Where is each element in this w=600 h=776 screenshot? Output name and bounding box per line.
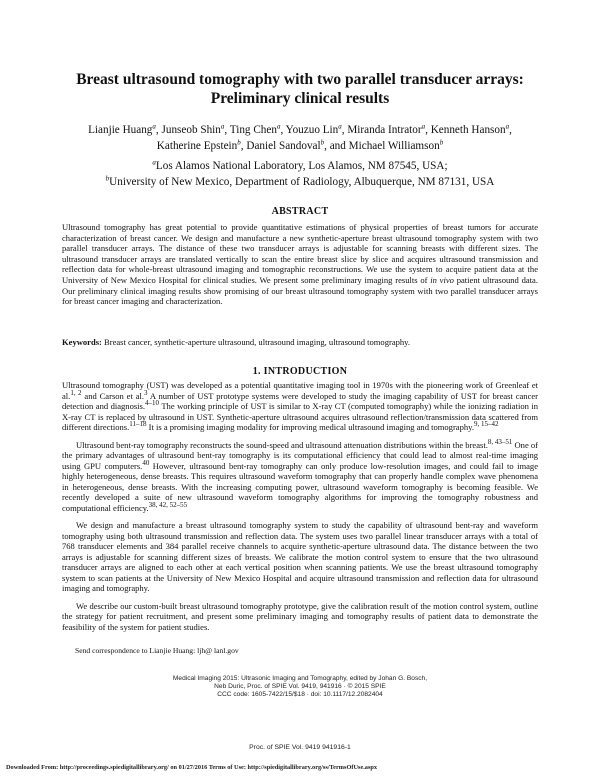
abstract-text — [62, 222, 538, 307]
citation-marker: 40 — [142, 458, 150, 467]
citation-marker: 4–10 — [145, 399, 160, 408]
correspondence-footnote: Send correspondence to Lianjie Huang: ljh@ lanl.gov — [75, 646, 239, 655]
affiliation-line — [40, 158, 560, 174]
paragraph-text: A number of UST prototype systems were developed to study the imaging capability of UST for breast cancer detection and diagnosis. — [62, 390, 539, 411]
affiliation-line — [40, 174, 560, 190]
author-separator: , and — [324, 140, 349, 152]
publication-line-3: CCC code: 1605-7422/15/$18 · doi: 10.1117/12.2082404 — [217, 691, 383, 699]
intro-paragraph-2 — [62, 437, 539, 514]
author-separator: , — [341, 124, 348, 136]
intro-paragraph-1 — [62, 380, 538, 433]
affiliation-text: University of New Mexico, Department of Radiology, Albuquerque, NM 87131, USA — [109, 176, 495, 188]
citation-marker: 11–18 — [129, 420, 147, 429]
keywords-label: Keywords: — [62, 337, 102, 347]
paragraph-text: and Carson et al. — [81, 390, 144, 401]
paragraph-text: The working principle of UST is similar to X-ray CT (computed tomography) while the ionizing radiation in X-ray CT is replaced by ultrasound in UST. Synthetic-aperture ultrasound acquires ultrasound reflection/transmission data scattered from different directions. — [62, 401, 538, 432]
intro-body — [62, 380, 538, 639]
affiliation-marker: a — [505, 122, 510, 131]
author-name: Kenneth Hanson — [430, 124, 506, 136]
citation-marker: 9, 15–42 — [474, 420, 499, 429]
paragraph-text: Ultrasound tomography (UST) was developed as a potential quantitative imaging tool in 1970s with the pioneering work of Greenleaf et al. — [62, 380, 538, 401]
title-line-1: Breast ultrasound tomography with two parallel transducer arrays: — [76, 71, 524, 88]
affiliation-marker: a — [152, 158, 156, 167]
intro-heading: 1. INTRODUCTION — [252, 366, 348, 377]
title-line-2: Preliminary clinical results — [210, 90, 390, 107]
affiliation-marker: b — [439, 138, 444, 147]
author-name: Daniel Sandoval — [246, 140, 321, 152]
author-name: Junseob Shin — [161, 124, 221, 136]
abstract-italic: in vivo — [430, 274, 454, 285]
affiliation-marker: a — [152, 122, 156, 131]
abstract-heading: ABSTRACT — [271, 206, 329, 217]
author-separator: , — [224, 124, 230, 136]
abstract-part-1: Ultrasound tomography has great potential to provide quantitative estimations of physical properties of breast tumors for accurate characterization of breast cancer. We design and manufacture a new synthetic-aperture breast ultrasound tomography system with two parallel transducer arrays. The distance of these two transducer arrays is adjustable for scanning breasts with different sizes. The ultrasound transducer arrays are translated vertically to scan the entire breast slice by slice and acquires ultrasound transmission and reflection data for whole-breast ultrasound imaging and tomographic reconstructions. We use the system to acquire patient data at the University of New Mexico Hospital for clinical studies. We present some preliminary imaging results of — [62, 222, 538, 285]
keywords — [62, 337, 538, 348]
abstract-part-2: patient ultrasound data. Our preliminary clinical imaging results show promising of our breast ultrasound tomography system with two parallel transducer arrays for breast cancer imaging and characterization. — [62, 274, 538, 307]
paragraph-text: Ultrasound bent-ray tomography reconstructs the sound-speed and ultrasound attenuation distributions within the breast. — [76, 439, 488, 450]
author-separator: , — [509, 124, 512, 136]
intro-paragraph-4: We describe our custom-built breast ultrasound tomography prototype, give the calibration result of the motion control system, outline the strategy for patient recruitment, and present some preliminary imaging and tomography results of patient data to demonstrate the feasibility of the system for patient studies. — [62, 600, 538, 632]
author-name: Michael Williamson — [348, 140, 440, 152]
author-separator: , — [240, 140, 247, 152]
author-name: Katherine Epstein — [156, 140, 238, 152]
citation-marker: 1, 2 — [70, 388, 82, 397]
affiliation-marker: b — [320, 138, 325, 147]
affiliation-text: Los Alamos National Laboratory, Los Alamos, NM 87545, USA; — [155, 160, 448, 172]
author-separator: , — [155, 124, 162, 136]
author-separator: , — [280, 124, 286, 136]
author-name: Miranda Intrator — [347, 124, 422, 136]
publication-info — [62, 675, 538, 700]
intro-paragraph-3: We design and manufacture a breast ultrasound tomography system to study the capability of ultrasound bent-ray and waveform tomography using both ultrasound transmission and reflection data. The system uses two parallel linear transducer arrays with a total of 768 transducer elements and 384 parallel receive channels to acquire synthetic-aperture ultrasound data. The distance between the two arrays is adjustable for scanning different sizes of breasts. We calibrate the motion control system to ensure that the two ultrasound transducer arrays are aligned to each other at each vertical position when scanning patients. We use the breast ultrasound tomography system to scan patients at the University of New Mexico Hospital and acquire ultrasound transmission and reflection data for ultrasound imaging and tomography. — [62, 520, 538, 593]
download-notice: Downloaded From: http://proceedings.spiedigitallibrary.org/ on 01/27/2016 Terms of Use: http://spiedigitallibrary.org/ss/TermsOfUse.aspx — [6, 764, 378, 771]
paragraph-text: It is a promising imaging modality for improving medical ultrasound imaging and tomography. — [146, 422, 474, 432]
citation-marker: 38, 42, 52–55 — [148, 500, 188, 509]
citation-marker: 8, 43–51 — [487, 437, 513, 446]
affiliations — [40, 158, 560, 190]
page-number: Proc. of SPIE Vol. 9419 941916-1 — [249, 744, 351, 751]
affiliation-marker: b — [237, 138, 241, 147]
citation-marker: 3 — [144, 388, 148, 397]
affiliation-marker: a — [421, 122, 426, 131]
author-name: Youzuo Lin — [285, 124, 339, 136]
affiliation-marker: a — [276, 122, 281, 131]
paper-title — [40, 70, 560, 108]
author-separator: , — [425, 124, 431, 136]
keywords-text: Breast cancer, synthetic-aperture ultrasound, ultrasound imaging, ultrasound tomography. — [104, 337, 411, 347]
paragraph-text: However, ultrasound bent-ray tomography can only produce low-resolution images, and could fail to image highly heterogeneous, dense breasts. This requires ultrasound waveform tomography that can properly handle complex wave phenomena in heterogeneous, dense breasts. With the increasing computing power, ultrasound waveform tomography is becoming feasible. We recently developed a suite of new ultrasound waveform tomography algorithms for improving the tomography robustness and computational efficiency. — [62, 460, 538, 513]
affiliation-marker: a — [338, 122, 342, 131]
affiliation-marker: a — [220, 122, 225, 131]
publication-line-2: Neb Duric, Proc. of SPIE Vol. 9419, 941916 · © 2015 SPIE — [214, 683, 386, 691]
affiliation-marker: b — [105, 174, 110, 183]
paragraph-text: One of the primary advantages of ultrasound bent-ray tomography is its computational efficiency that could lead to almost real-time imaging using GPU computers. — [62, 439, 539, 471]
author-list — [40, 122, 560, 154]
publication-line-1: Medical Imaging 2015: Ultrasonic Imaging and Tomography, edited by Johan G. Bosch, — [172, 675, 428, 682]
author-name: Ting Chen — [229, 124, 277, 136]
author-name: Lianjie Huang — [88, 124, 153, 136]
